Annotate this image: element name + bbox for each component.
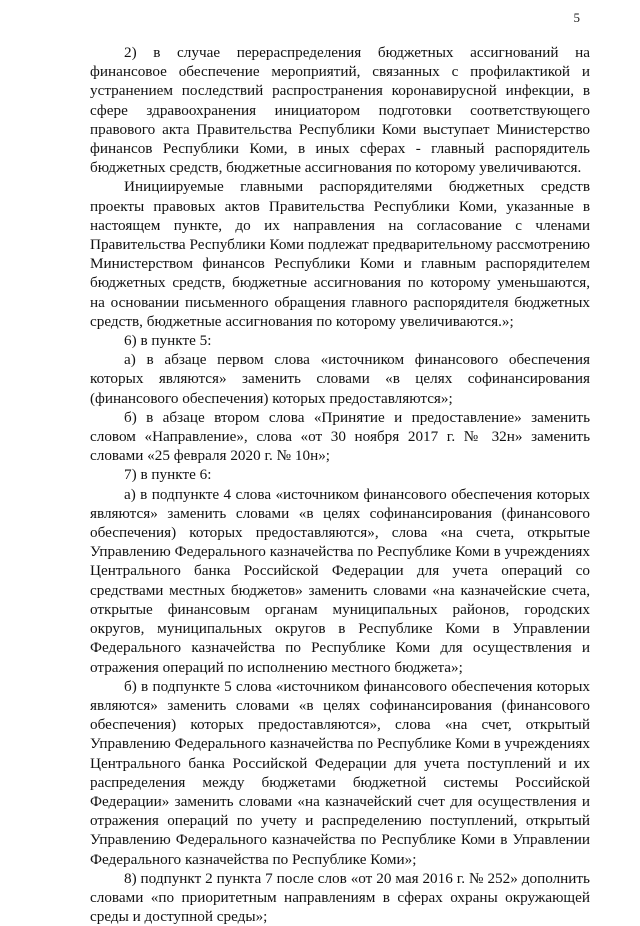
page-number: 5 bbox=[573, 10, 580, 25]
paragraph-initiated-projects: Инициируемые главными распорядителями бюджетных средств проекты правовых актов Правительства Республики Коми, указанные в настоящем пункте, до их направления на согласование с членами Правительства Республики Коми подлежат предварительному рассмотрению Министерством финансов Республики Коми и главным распорядителем бюджетных средств, бюджетные ассигнования по которому уменьшаются, на основании письменного обращения главного распорядителя бюджетных средств, бюджетные ассигнования по которому увеличиваются.»; bbox=[90, 178, 590, 330]
paragraph-6b: б) в абзаце втором слова «Принятие и предоставление» заменить словом «Направление», слова «от 30 ноября 2017 г. № 32н» заменить словами «25 февраля 2020 г. № 10н»; bbox=[90, 408, 590, 465]
paragraph-2: 2) в случае перераспределения бюджетных ассигнований на финансовое обеспечение мероприятий, связанных с профилактикой и устранением последствий распространения коронавирусной инфекции, в сфере здравоохранения инициатором подготовки соответствующего правового акта Правительства Республики Коми выступает Министерство финансов Республики Коми, в иных сферах - главный распорядитель бюджетных средств, бюджетные ассигнования по которому увеличиваются. bbox=[90, 44, 590, 177]
paragraph-6a: а) в абзаце первом слова «источником финансового обеспечения которых являются» заменить словами «в целях софинансирования (финансового обеспечения) которых предоставляются»; bbox=[90, 351, 590, 407]
document-body bbox=[90, 43, 590, 926]
paragraph-7b: б) в подпункте 5 слова «источником финансового обеспечения которых являются» заменить словами «в целях софинансирования (финансового обеспечения) которых предоставляются», слова «на счет, открытый Управлению Федерального казначейства по Республике Коми в учреждениях Центрального банка Российской Федерации для учета поступлений и их распределения между бюджетами бюджетной системы Российской Федерации» заменить словами «на казначейский счет для осуществления и отражения операций по учету и распределению поступлений, открытый Управлению Федерального казначейства по Республике Коми в Управлении Федерального казначейства по Республике Коми»; bbox=[90, 677, 590, 868]
paragraph-8: 8) подпункт 2 пункта 7 после слов «от 20 мая 2016 г. № 252» дополнить словами «по приоритетным направлениям в сферах охраны окружающей среды и доступной среды»; bbox=[90, 869, 590, 926]
paragraph-7: 7) в пункте 6: bbox=[124, 466, 212, 484]
paragraph-7a: а) в подпункте 4 слова «источником финансового обеспечения которых являются» заменить словами «в целях софинансирования (финансового обеспечения) которых предоставляются», слова «на счета, открытые Управлению Федерального казначейства по Республике Коми в учреждениях Центрального банка Российской Федерации для учета операций со средствами местных бюджетов» заменить словами «на казначейские счета, открытые финансовым органам муниципальных районов, городских округов, муниципальных округов в Республике Коми в Управлении Федерального казначейства по Республике Коми для осуществления и отражения операций по исполнению местного бюджета»; bbox=[90, 485, 590, 676]
paragraph-6: 6) в пункте 5: bbox=[124, 332, 212, 350]
